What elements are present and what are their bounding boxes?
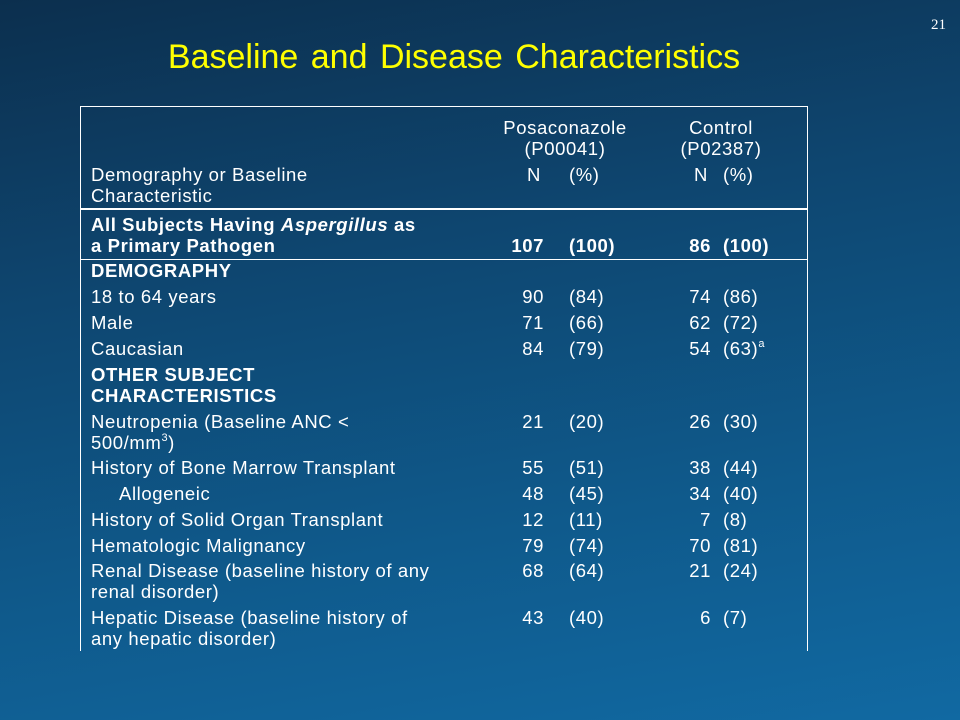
row-label-2: any hepatic disorder)	[91, 628, 277, 649]
row-n1: 68	[522, 560, 544, 581]
row-p2: (40)	[723, 483, 759, 504]
row-p1: (74)	[569, 535, 605, 556]
row-label: History of Bone Marrow Transplant	[91, 457, 396, 478]
section-other: OTHER SUBJECT	[91, 364, 256, 385]
row-p2: $(63)^a$	[723, 338, 766, 359]
slide-number: 21	[931, 17, 946, 33]
row-n1: 43	[522, 607, 544, 628]
row-p2: (86)	[723, 286, 759, 307]
pct-header-1: (%)	[569, 164, 600, 185]
row-p1: (79)	[569, 338, 605, 359]
row-label: History of Solid Organ Transplant	[91, 509, 384, 530]
row-n2: 38	[689, 457, 711, 478]
slide-title: Baseline and Disease Characteristics	[167, 38, 741, 76]
row-label: 18 to 64 years	[91, 286, 217, 307]
row-n2: 6	[700, 607, 711, 628]
col-control-id: (P02387)	[680, 138, 762, 159]
row-n1: 21	[522, 411, 544, 432]
row-label-2: renal disorder)	[91, 581, 220, 602]
row-label: Allogeneic	[119, 483, 211, 504]
row-n2: 21	[689, 560, 711, 581]
n-header-2: N	[694, 164, 708, 185]
all-subjects-label-2: a Primary Pathogen	[91, 235, 276, 256]
row-label: Renal Disease (baseline history of any	[91, 560, 430, 581]
header-divider	[81, 208, 807, 210]
all-subjects-n1: 107	[511, 235, 544, 256]
row-p1: (64)	[569, 560, 605, 581]
row-n2: 26	[689, 411, 711, 432]
section-other-2: CHARACTERISTICS	[91, 385, 277, 406]
col-posaconazole-name: Posaconazole	[503, 117, 627, 138]
all-subjects-p2: (100)	[723, 235, 770, 256]
row-n2: 74	[689, 286, 711, 307]
row-label: Neutropenia (Baseline ANC <	[91, 411, 350, 432]
row-label-2: $500/mm^3$)	[91, 432, 175, 453]
row-n1: 71	[522, 312, 544, 333]
row-p2: (8)	[723, 509, 748, 530]
row-label: Caucasian	[91, 338, 184, 359]
row-n2: 62	[689, 312, 711, 333]
row-label-header: Demography or Baseline	[91, 164, 308, 185]
row-p1: (45)	[569, 483, 605, 504]
all-subjects-n2: 86	[689, 235, 711, 256]
section-demography: DEMOGRAPHY	[91, 260, 232, 281]
row-p2: (72)	[723, 312, 759, 333]
row-p2: (44)	[723, 457, 759, 478]
row-n2: 7	[700, 509, 711, 530]
row-p1: (11)	[569, 509, 603, 530]
footnote-marker: a	[758, 338, 766, 350]
all-subjects-label: All Subjects Having Aspergillus as	[91, 214, 416, 235]
row-n1: 84	[522, 338, 544, 359]
row-p2: (81)	[723, 535, 759, 556]
row-p1: (40)	[569, 607, 605, 628]
col-posaconazole-id: (P00041)	[524, 138, 606, 159]
row-n2: 54	[689, 338, 711, 359]
pct-header-2: (%)	[723, 164, 754, 185]
row-p1: (20)	[569, 411, 605, 432]
row-label: Male	[91, 312, 134, 333]
row-n2: 34	[689, 483, 711, 504]
row-n1: 55	[522, 457, 544, 478]
characteristics-table	[80, 106, 808, 651]
n-header-1: N	[527, 164, 541, 185]
row-n1: 79	[522, 535, 544, 556]
row-label: Hematologic Malignancy	[91, 535, 306, 556]
row-label-header-2: Characteristic	[91, 185, 213, 206]
all-subjects-p1: (100)	[569, 235, 616, 256]
row-n1: 12	[522, 509, 544, 530]
row-label: Hepatic Disease (baseline history of	[91, 607, 408, 628]
col-control-name: Control	[689, 117, 753, 138]
row-n2: 70	[689, 535, 711, 556]
row-p2: (30)	[723, 411, 759, 432]
row-p1: (66)	[569, 312, 605, 333]
row-p2: (7)	[723, 607, 748, 628]
row-n1: 48	[522, 483, 544, 504]
row-p1: (84)	[569, 286, 605, 307]
row-n1: 90	[522, 286, 544, 307]
row-p2: (24)	[723, 560, 759, 581]
row-p1: (51)	[569, 457, 605, 478]
